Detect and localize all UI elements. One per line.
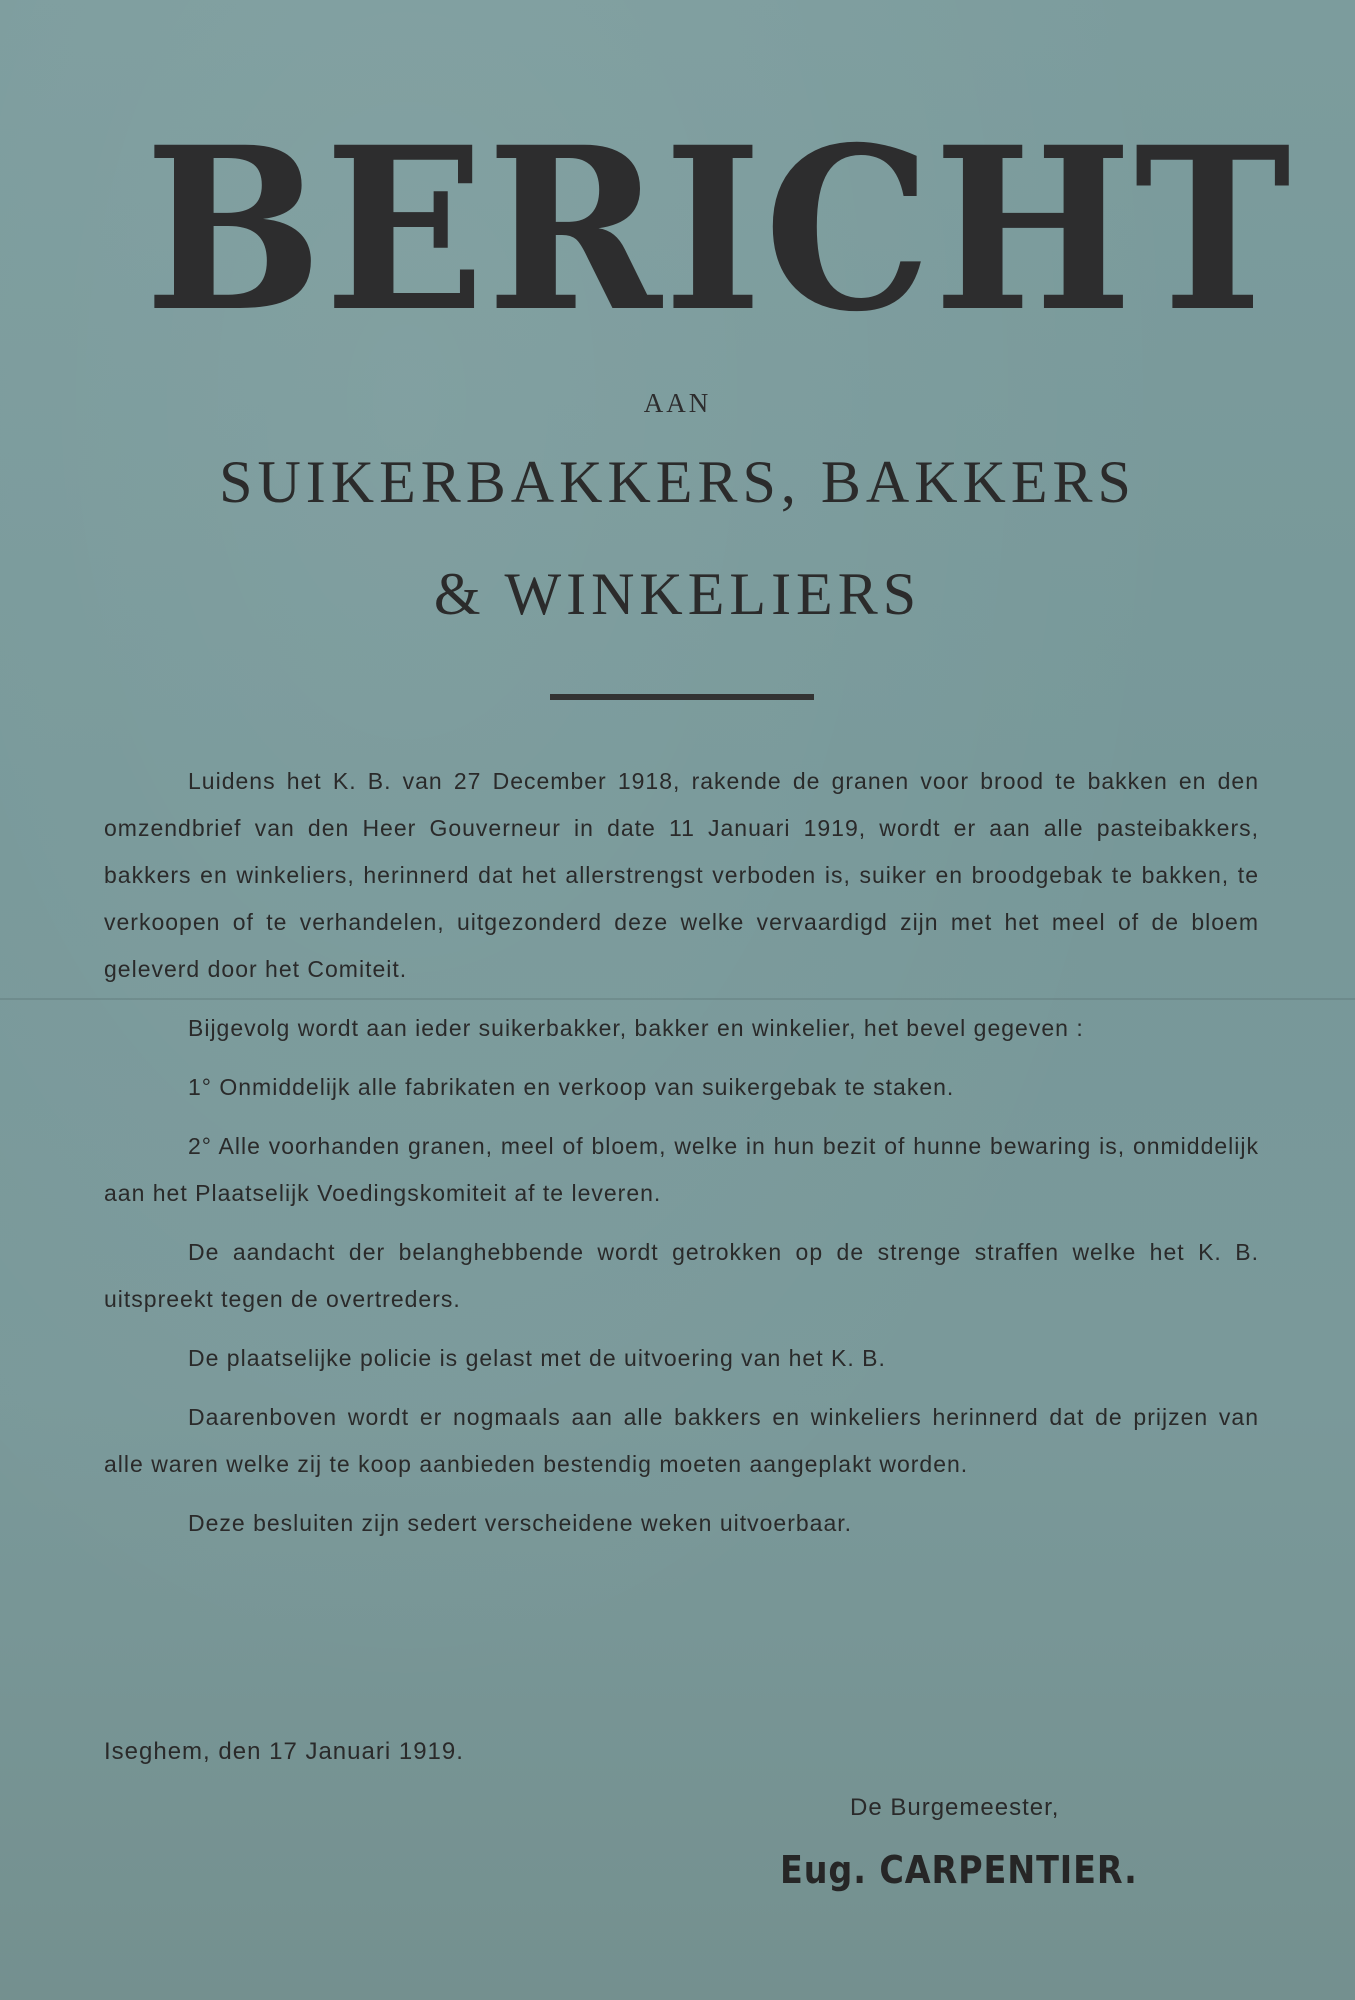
paragraph-order-2: 2° Alle voorhanden granen, meel of bloem, welke in hun bezit of hunne bewaring is, onmiddelijk aan het Plaatselijk Voedingskomiteit af te leveren. bbox=[104, 1133, 1259, 1206]
paragraph-order-1: 1° Onmiddelijk alle fabrikaten en verkoop van suikergebak te staken. bbox=[188, 1074, 955, 1100]
divider-rule bbox=[550, 694, 814, 700]
notice-subtitle-line2: & WINKELIERS bbox=[433, 561, 922, 627]
paragraph-police: De plaatselijke policie is gelast met de uitvoering van het K. B. bbox=[188, 1345, 886, 1371]
paragraph-decree: Luidens het K. B. van 27 December 1918, rakende de granen voor brood te bakken en den omzendbrief van den Heer Gouverneur in date 11 Januari 1919, wordt er aan alle pasteibakkers, bakkers en winkeliers, herinnerd dat het allerstrengst verboden is, suiker en broodgebak te bakken, te verkoopen of te verhandelen, uitgezonderd deze welke vervaardigd zijn met het meel of de bloem geleverd door het Comiteit. bbox=[104, 768, 1259, 982]
notice-body bbox=[104, 758, 1259, 1559]
notice-subtitle-line1: SUIKERBAKKERS, BAKKERS bbox=[219, 449, 1136, 515]
signatory-name: Eug. CARPENTIER. bbox=[780, 1848, 1138, 1892]
signatory-title: De Burgemeester, bbox=[850, 1794, 1060, 1821]
paragraph-prices: Daarenboven wordt er nogmaals aan alle bakkers en winkeliers herinnerd dat de prijzen van alle waren welke zij te koop aanbieden bestendig moeten aangeplakt worden. bbox=[104, 1404, 1259, 1477]
paragraph-order-intro: Bijgevolg wordt aan ieder suikerbakker, bakker en winkelier, het bevel gegeven : bbox=[188, 1015, 1084, 1041]
place-and-date: Iseghem, den 17 Januari 1919. bbox=[104, 1738, 464, 1765]
notice-title: BERICHT bbox=[144, 98, 1293, 361]
notice-to-label: AAN bbox=[643, 388, 712, 418]
paragraph-penalties: De aandacht der belanghebbende wordt getrokken op de strenge straffen welke het K. B. uitspreekt tegen de overtreders. bbox=[104, 1239, 1259, 1312]
paragraph-effective: Deze besluiten zijn sedert verscheidene weken uitvoerbaar. bbox=[188, 1510, 853, 1536]
